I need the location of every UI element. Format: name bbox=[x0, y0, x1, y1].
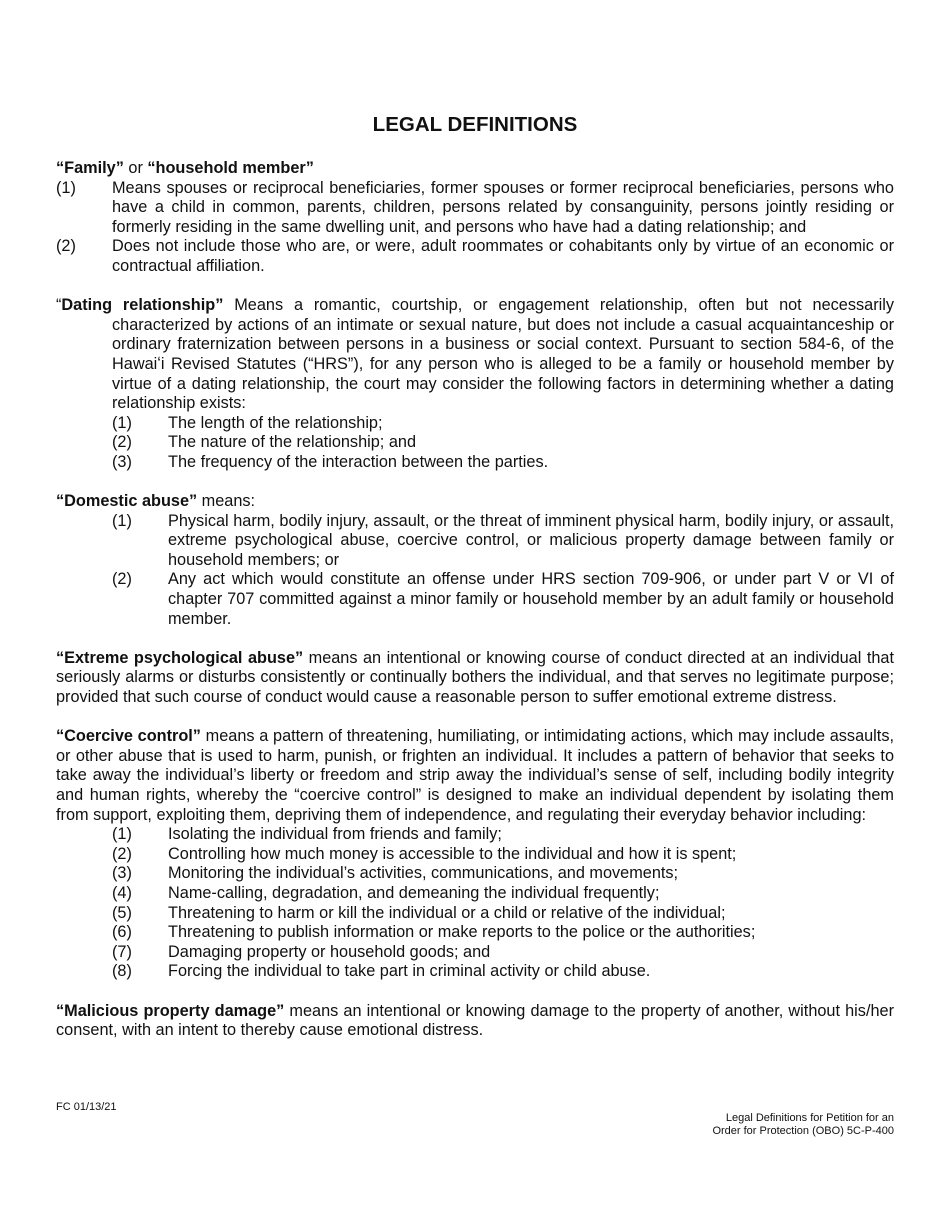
definition-extreme-psychological-abuse bbox=[56, 649, 894, 708]
list-text: Threatening to publish information or make reports to the police or the authorities; bbox=[168, 923, 756, 942]
list-item bbox=[112, 512, 894, 571]
family-joiner: or bbox=[123, 159, 148, 177]
definition-coercive-control bbox=[56, 727, 894, 982]
list-text: The nature of the relationship; and bbox=[168, 433, 417, 452]
spacer bbox=[56, 473, 894, 493]
list-text: Damaging property or household goods; and bbox=[168, 942, 491, 961]
definition-domestic-abuse bbox=[56, 492, 894, 629]
list-item bbox=[112, 433, 894, 453]
list-number: (3) bbox=[112, 452, 132, 471]
coercive-paragraph bbox=[56, 727, 894, 825]
domestic-text: means: bbox=[197, 492, 256, 511]
list-number: (8) bbox=[112, 962, 132, 981]
domestic-heading bbox=[56, 492, 894, 512]
list-item bbox=[112, 943, 894, 963]
list-item bbox=[56, 237, 894, 276]
definition-family bbox=[56, 159, 894, 277]
list-number: (5) bbox=[112, 903, 132, 922]
definition-malicious-property-damage bbox=[56, 1002, 894, 1041]
form-date-code: FC 01/13/21 bbox=[56, 1101, 117, 1113]
spacer bbox=[56, 708, 894, 728]
list-text: Physical harm, bodily injury, assault, or the threat of imminent physical harm, bodily injury, or assault, extreme psychological abuse, coercive control, or malicious property damage between family or household members; or bbox=[168, 511, 894, 569]
footer-line-1: Legal Definitions for Petition for an bbox=[725, 1112, 894, 1124]
coercive-list bbox=[56, 825, 894, 982]
list-text: Name-calling, degradation, and demeaning the individual frequently; bbox=[168, 883, 660, 902]
list-item bbox=[112, 414, 894, 434]
open-quote: “ bbox=[56, 296, 62, 315]
malicious-text: means an intentional or knowing damage to the property of another, without his/her consent, with an intent to thereby cause emotional distress. bbox=[56, 1001, 894, 1040]
domestic-term: “Domestic abuse” bbox=[56, 492, 198, 511]
extreme-term: “Extreme psychological abuse” bbox=[56, 648, 304, 667]
list-number: (1) bbox=[112, 413, 132, 432]
list-number: (2) bbox=[112, 844, 132, 863]
list-text: Monitoring the individual’s activities, communications, and movements; bbox=[168, 864, 679, 883]
coercive-text: means a pattern of threatening, humiliating, or intimidating actions, which may include assaults, or other abuse that is used to harm, punish, or frighten an individual. It includes a pattern of behavior that seeks to take away the individual’s liberty or freedom and strip away the individual’s sense of self, including bodily integrity and human rights, whereby the “coercive control” is designed to make an individual dependent by isolating them from support, exploiting them, depriving them of independence, and regulating their everyday behavior including: bbox=[56, 727, 894, 824]
list-number: (7) bbox=[112, 942, 132, 961]
list-item bbox=[112, 884, 894, 904]
list-item bbox=[112, 453, 894, 473]
list-number: (2) bbox=[112, 433, 132, 452]
family-term: “Family” bbox=[56, 159, 124, 177]
list-number: (1) bbox=[112, 511, 132, 530]
list-number: (6) bbox=[112, 923, 132, 942]
list-text: Controlling how much money is accessible to the individual and how it is spent; bbox=[168, 844, 737, 863]
household-member-term: “household member” bbox=[147, 159, 314, 177]
dating-text: Means a romantic, courtship, or engagement relationship, often but not necessarily characterized by actions of an intimate or sexual nature, but does not include a casual acquaintanceship or ordinary fraternization between persons in a business or social context. Pursuant to section 584-6, of the Hawaiʻi Revised Statutes (“HRS”), for any person who is alleged to be a family or household member by virtue of a dating relationship, the court may consider the following factors in determining whether a dating relationship exists: bbox=[112, 296, 894, 413]
definition-dating-relationship bbox=[56, 296, 894, 472]
list-item bbox=[56, 179, 894, 238]
dating-term: Dating relationship” bbox=[61, 296, 224, 315]
spacer bbox=[56, 629, 894, 649]
list-item bbox=[112, 962, 894, 982]
list-text: The frequency of the interaction between the parties. bbox=[168, 452, 549, 471]
dating-paragraph bbox=[56, 296, 894, 414]
family-heading bbox=[56, 159, 894, 179]
domestic-list bbox=[56, 512, 894, 630]
list-text: Threatening to harm or kill the individual or a child or relative of the individual; bbox=[168, 903, 726, 922]
list-text: Isolating the individual from friends and family; bbox=[168, 825, 502, 844]
definitions-body bbox=[56, 159, 894, 1041]
list-item bbox=[112, 864, 894, 884]
malicious-term: “Malicious property damage” bbox=[56, 1001, 285, 1020]
page-title: LEGAL DEFINITIONS bbox=[372, 113, 578, 136]
form-footer-title bbox=[712, 1112, 894, 1138]
dating-factors-list bbox=[56, 414, 894, 473]
list-text: Any act which would constitute an offense under HRS section 709-906, or under part V or VI of chapter 707 committed against a minor family or household member by an adult family or household member. bbox=[168, 570, 894, 628]
list-text: Forcing the individual to take part in criminal activity or child abuse. bbox=[168, 962, 651, 981]
list-number: (3) bbox=[112, 864, 132, 883]
list-number: (1) bbox=[56, 178, 76, 197]
list-text: Does not include those who are, or were, adult roommates or cohabitants only by virtue of an economic or contractual affiliation. bbox=[112, 237, 894, 275]
list-item bbox=[112, 845, 894, 865]
extreme-text: means an intentional or knowing course of conduct directed at an individual that seriously alarms or disturbs consistently or continually bothers the individual, and that serves no legitimate purpose; provided that such course of conduct would cause a reasonable person to suffer emotional extreme distress. bbox=[56, 648, 894, 707]
list-text: The length of the relationship; bbox=[168, 413, 383, 432]
list-text: Means spouses or reciprocal beneficiaries, former spouses or former reciprocal beneficiaries, persons who have a child in common, parents, children, persons related by consanguinity, persons jointly residing or formerly residing in the same dwelling unit, and persons who have had a dating relationship; and bbox=[112, 178, 894, 236]
spacer bbox=[56, 982, 894, 1002]
list-number: (1) bbox=[112, 825, 132, 844]
spacer bbox=[56, 277, 894, 297]
list-number: (2) bbox=[112, 570, 132, 589]
footer-line-2: Order for Protection (OBO) 5C-P-400 bbox=[712, 1125, 894, 1137]
family-list bbox=[56, 179, 894, 277]
list-item bbox=[112, 825, 894, 845]
list-item bbox=[112, 570, 894, 629]
list-number: (2) bbox=[56, 237, 76, 256]
list-item bbox=[112, 904, 894, 924]
coercive-term: “Coercive control” bbox=[56, 727, 201, 746]
list-item bbox=[112, 923, 894, 943]
list-number: (4) bbox=[112, 883, 132, 902]
